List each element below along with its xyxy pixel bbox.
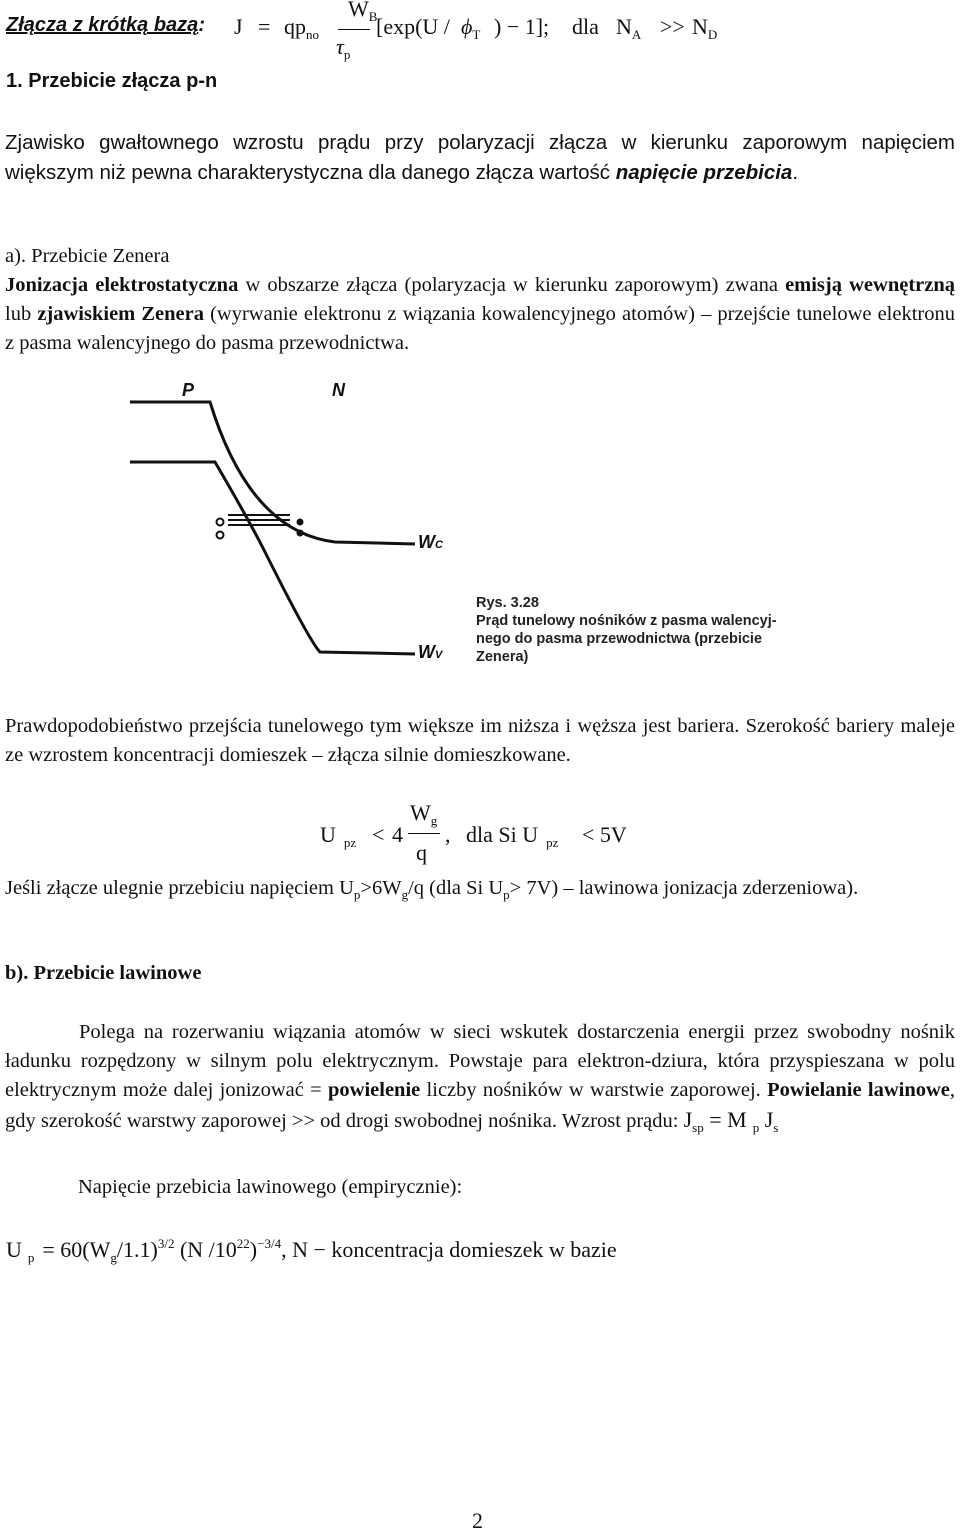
formula-jsp: $J_{sp} = M$ $_p$ $J_s$ [683, 1107, 779, 1135]
zener-section [5, 242, 955, 358]
fraction-line [338, 29, 370, 30]
label-p: P [182, 380, 195, 400]
formula-after: ) − 1]; [494, 14, 550, 39]
formula-den: $\tau_p$ [336, 34, 351, 62]
upz-comma: , [445, 822, 451, 847]
lawinowe-heading: b). Przebicie lawinowe [5, 962, 202, 984]
formula-num: $W_B$ [348, 0, 378, 24]
upz-den: q [416, 840, 427, 865]
upz-rhs: < 5V [582, 822, 627, 847]
formula-NA: $N_A$ [616, 14, 642, 42]
page-number: 2 [472, 1508, 483, 1533]
formula-phi: $\phi_T$ [461, 14, 481, 42]
upz-num: $W_g$ [410, 800, 438, 828]
upz-U: U $_{pz}$ [320, 822, 357, 850]
conduction-band-curve [130, 402, 415, 544]
section-heading-1: 1. Przebicie złącza p-n [6, 70, 218, 92]
formula-gg: >> [660, 14, 685, 39]
formula-ND: $N_D$ [692, 14, 718, 42]
avalanche-note: Jeśli złącze ulegnie przebiciu napięciem $U_p>6W_g/q$ (dla Si $U_p> 7V$) – lawinowa jonizacja zderzeniowa). [5, 877, 859, 902]
formula-up: U $_p = 60(W_g/1.1)^{3/2}$ (N $/10^{22})^{-3/4}$, N − koncentracja domieszek w bazie [6, 1236, 617, 1265]
label-wv: WV [418, 642, 443, 662]
formula-dla: dla [572, 14, 599, 39]
figure-caption: Rys. 3.28 Prąd tunelowy nośników z pasma walencyj- nego do pasma przewodnictwa (przebicie Zenera) [476, 595, 777, 665]
upz-dla-si: dla Si U $_{pz}$ [466, 822, 559, 850]
hole-marker [217, 519, 224, 526]
formula-J: J [234, 14, 243, 39]
upz-lt: < [372, 822, 385, 847]
section1-paragraph: Zjawisko gwałtownego wzrostu prądu przy polaryzacji złącza w kierunku zaporowym napięciem większym niż pewna charakterystyczna dla danego złącza wartość napięcie przebicia. [5, 131, 955, 184]
electron-marker [297, 530, 304, 537]
hole-marker [217, 532, 224, 539]
formula-eq: = [258, 14, 271, 39]
header-formula [6, 0, 766, 66]
formula-upz [320, 800, 740, 870]
formula-qp: $qp_{no}$ [284, 14, 319, 42]
empirical-label: Napięcie przebicia lawinowego (empirycznie): [78, 1176, 463, 1198]
formula-bracket: [exp(U / [376, 14, 450, 39]
electron-marker [297, 519, 304, 526]
band-diagram-figure [120, 372, 840, 682]
label-wc: WC [418, 532, 443, 552]
valence-band-curve [130, 462, 415, 654]
upz-fraction-line [408, 833, 440, 834]
lawinowe-paragraph: Polega na rozerwaniu wiązania atomów w sieci wskutek dostarczenia energii przez swobodny nośnik ładunku rozpędzony w silnym polu elektrycznym. Powstaje para elektron-dziura, która przyspieszana w polu elektrycznym może dalej jonizować = powielenie liczby nośników w warstwie zaporowej. Powielanie lawinowe, gdy szerokość warstwy zaporowej >> od drogi swobodnej nośnika. Wzrost prądu: $J_{sp} = M$ $_p$ $J_s$ [5, 1021, 955, 1135]
header-label: Złącza z krótką bazą: [6, 14, 205, 36]
label-n: N [332, 380, 345, 400]
zener-heading: a). Przebicie Zenera [5, 245, 170, 267]
probability-paragraph: Prawdopodobieństwo przejścia tunelowego tym większe im niższa i węższa jest bariera. Szerokość bariery maleje ze wzrostem koncentracji domieszek – złącza silnie domieszkowane. [5, 715, 955, 766]
upz-four: 4 [392, 822, 403, 847]
zener-paragraph: Jonizacja elektrostatyczna w obszarze złącza (polaryzacja w kierunku zaporowym) zwana emisją wewnętrzną lub zjawiskiem Zenera (wyrwanie elektronu z wiązania kowalencyjnego atomów) – przejście tunelowe elektronu z pasma walencyjnego do pasma przewodnictwa. [5, 274, 956, 354]
